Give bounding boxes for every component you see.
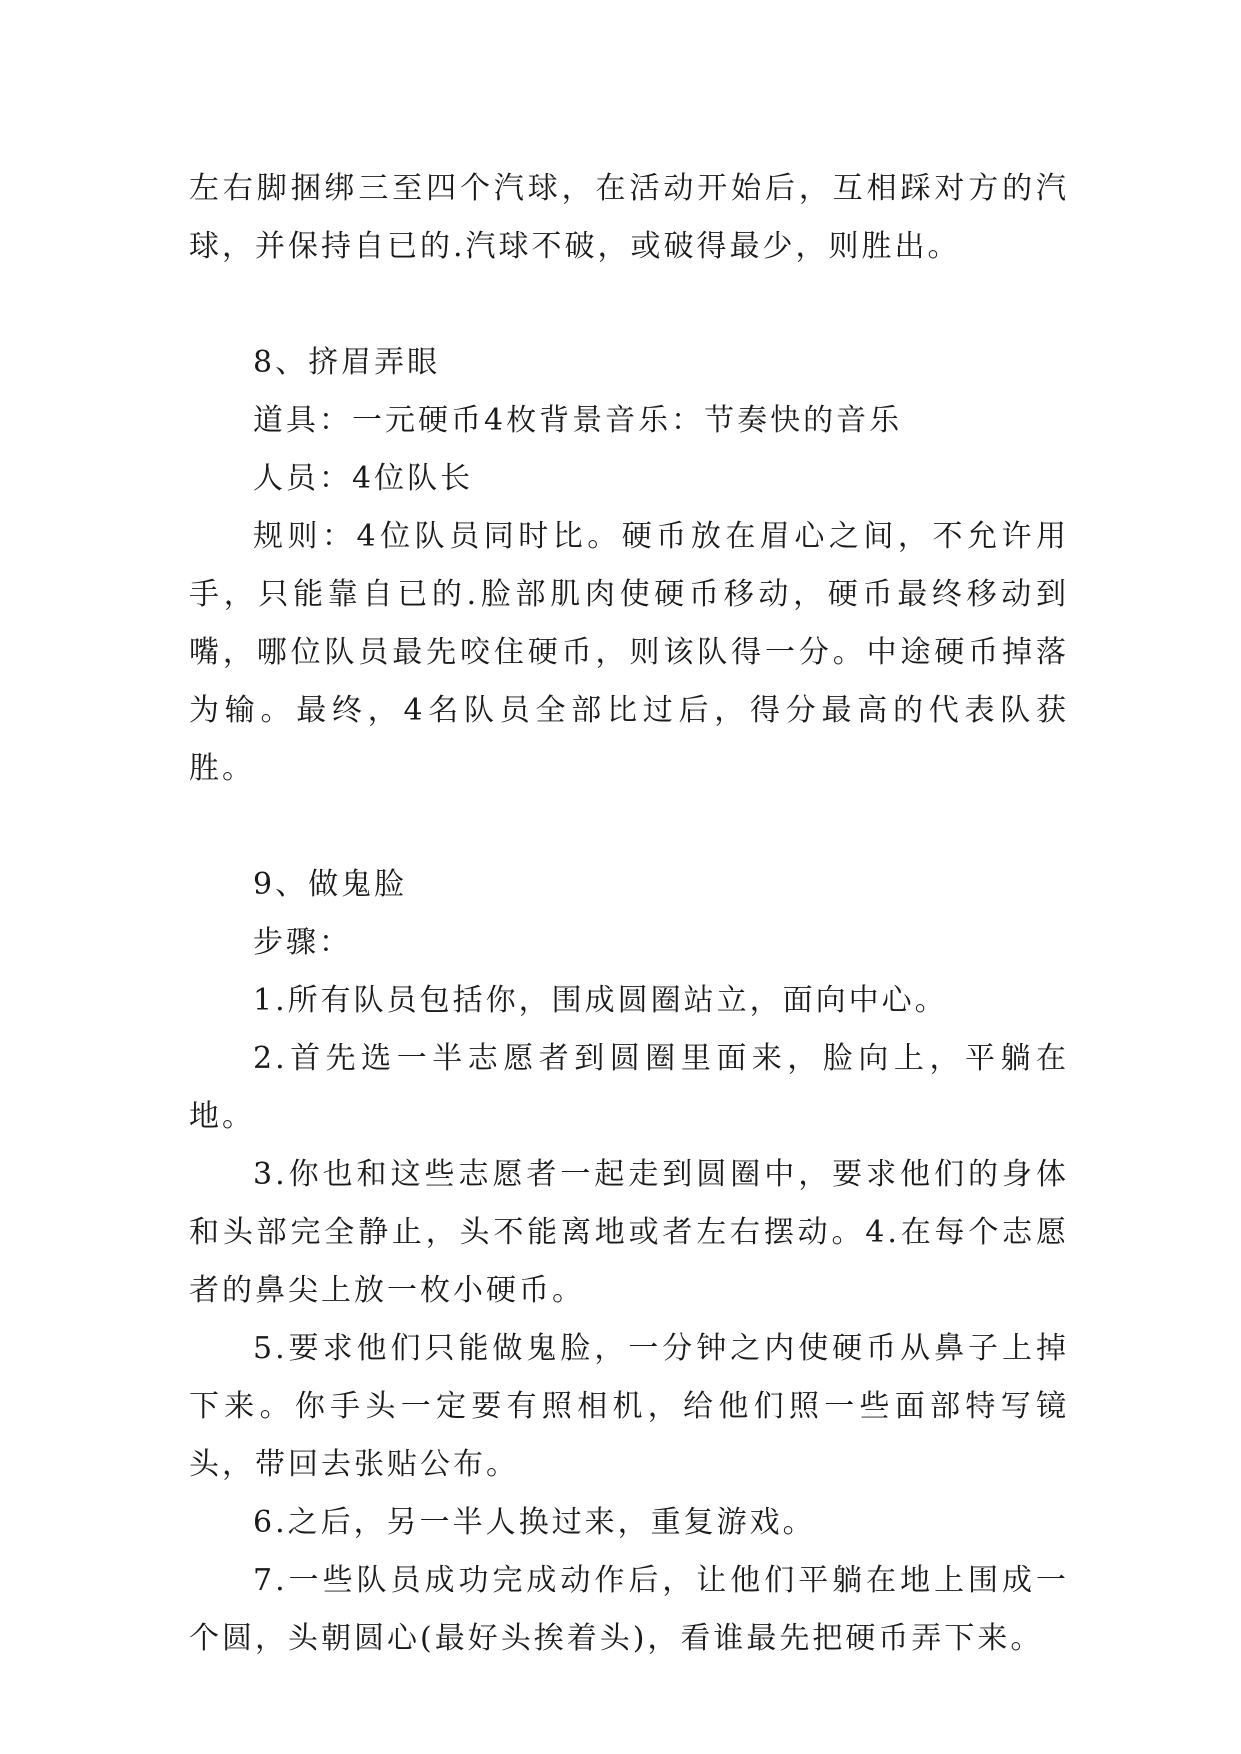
game9-title: 9、做鬼脸 bbox=[253, 867, 408, 902]
game8-people: 人员：4位队长 bbox=[253, 461, 474, 496]
game9-step-7: 7.一些队员成功完成动作后，让他们平躺在地上围成一个圆，头朝圆心(最好头挨着头)，看谁最先把硬币弄下来。 bbox=[189, 1563, 1069, 1656]
game8-props: 道具：一元硬币4枚背景音乐：节奏快的音乐 bbox=[253, 403, 903, 438]
game9-step-2: 2.首先选一半志愿者到圆圈里面来，脸向上，平躺在地。 bbox=[189, 1041, 1069, 1134]
game9-steps-label: 步骤： bbox=[253, 925, 352, 960]
game9-step-3: 3.你也和这些志愿者一起走到圆圈中，要求他们的身体和头部完全静止，头不能离地或者左右摆动。4.在每个志愿者的鼻尖上放一枚小硬币。 bbox=[189, 1157, 1069, 1308]
game9-step-1: 1.所有队员包括你，围成圆圈站立，面向中心。 bbox=[253, 983, 948, 1018]
game8-rules: 规则：4位队员同时比。硬币放在眉心之间，不允许用手，只能靠自已的.脸部肌肉使硬币移动，硬币最终移动到嘴，哪位队员最先咬住硬币，则该队得一分。中途硬币掉落为输。最终，4名队员全部比过后，得分最高的代表队获胜。 bbox=[189, 519, 1069, 786]
document-body bbox=[189, 160, 1069, 1668]
game9-step-6: 6.之后，另一半人换过来，重复游戏。 bbox=[253, 1505, 816, 1540]
game8-title: 8、挤眉弄眼 bbox=[253, 345, 441, 380]
game9-step-5: 5.要求他们只能做鬼脸，一分钟之内使硬币从鼻子上掉下来。你手头一定要有照相机，给他们照一些面部特写镜头，带回去张贴公布。 bbox=[189, 1331, 1069, 1482]
intro-paragraph: 左右脚捆绑三至四个汽球，在活动开始后，互相踩对方的汽球，并保持自已的.汽球不破，或破得最少，则胜出。 bbox=[189, 171, 1069, 264]
